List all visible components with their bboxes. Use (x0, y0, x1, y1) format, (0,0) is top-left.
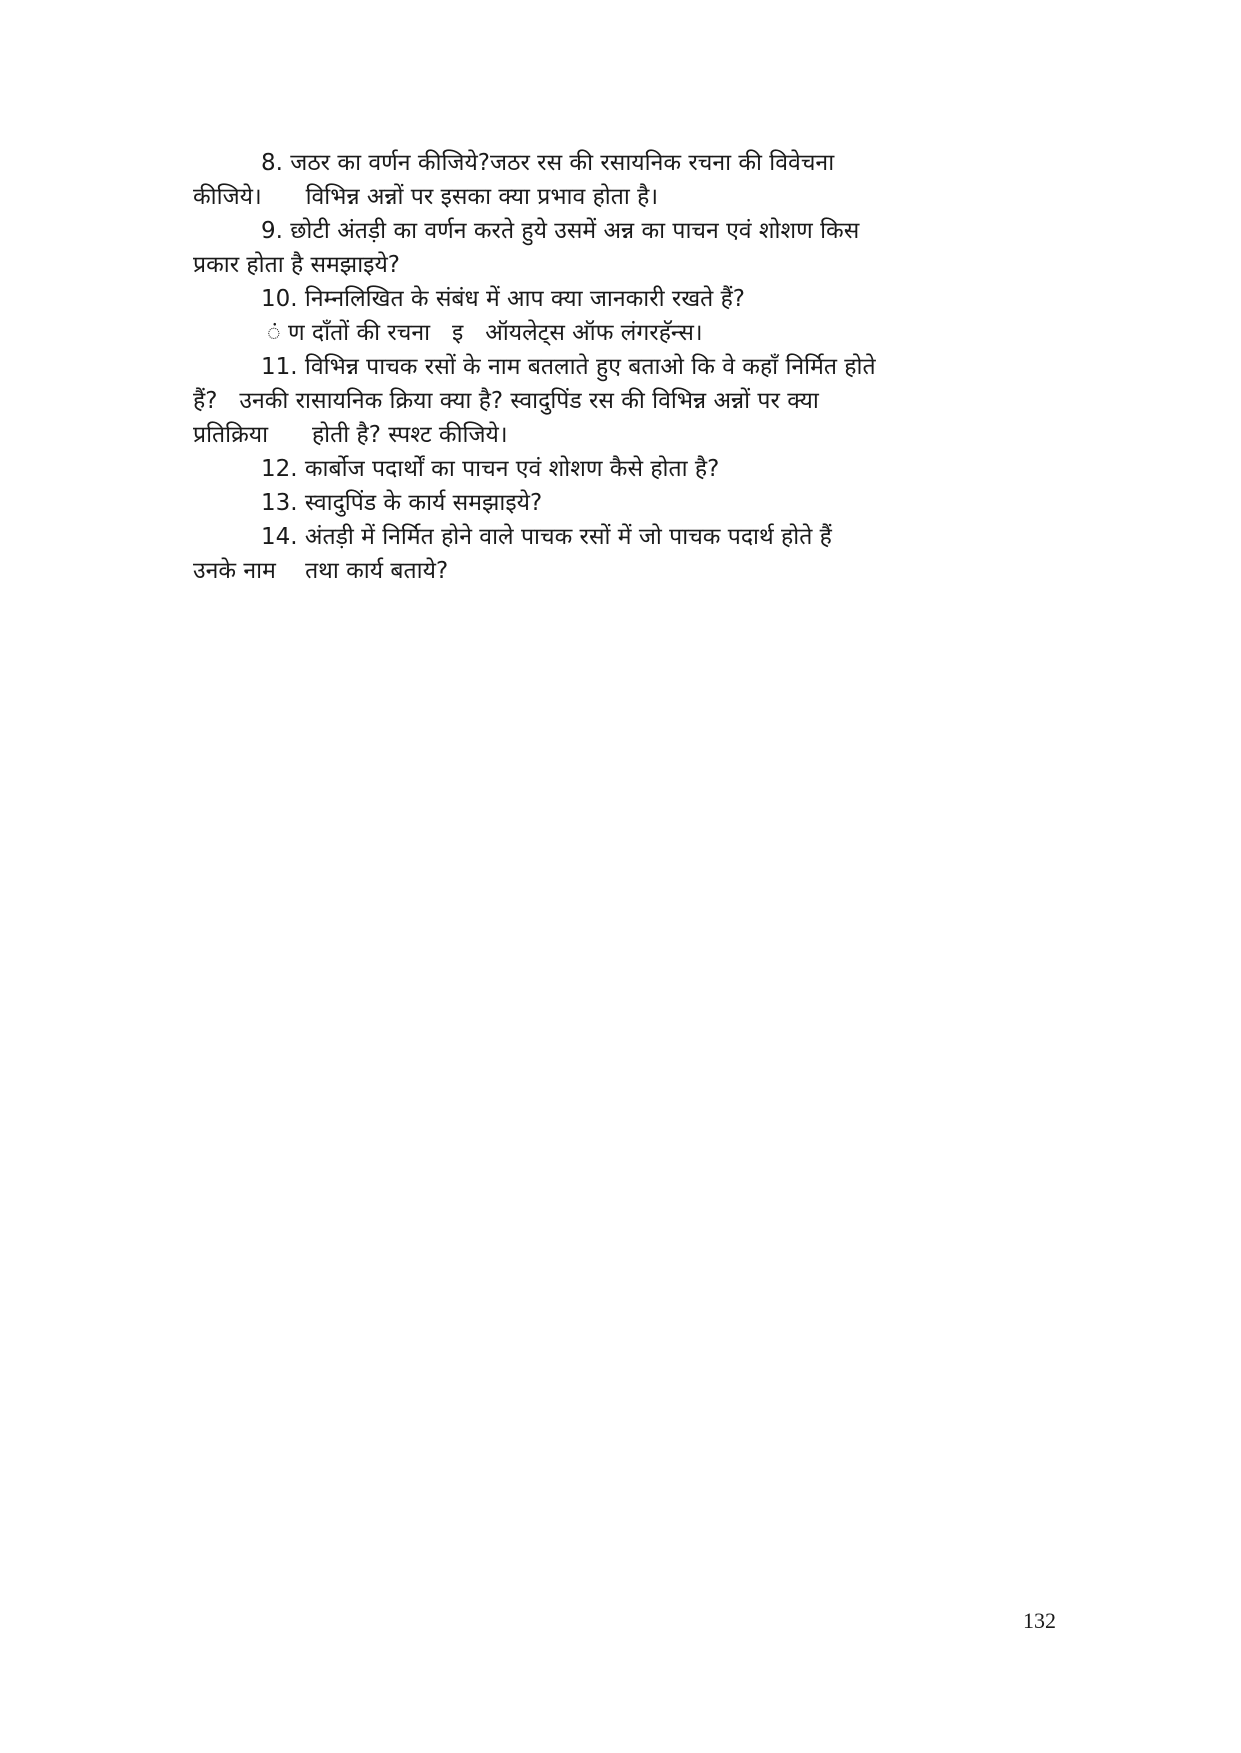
page-number: 132 (1023, 1608, 1056, 1633)
question-9-line-2: प्रकार होता है समझाइये? (193, 252, 400, 278)
question-12: 12. कार्बोज पदार्थों का पाचन एवं शोशण कैसे होता है? (261, 456, 720, 482)
question-14-line-2: उनके नाम तथा कार्य बताये? (193, 558, 449, 584)
question-11-line-1: 11. विभिन्न पाचक रसों के नाम बतलाते हुए बताओ कि वे कहाँ निर्मित होते (261, 354, 876, 380)
question-10-line-2: ं ण दाँतों की रचना इ ऑयलेट्स ऑफ लंगरहॅन्स। (261, 320, 703, 346)
question-9-line-1: 9. छोटी अंतड़ी का वर्णन करते हुये उसमें अन्न का पाचन एवं शोशण किस (261, 218, 860, 244)
question-10-line-1: 10. निम्नलिखित के संबंध में आप क्या जानकारी रखते हैं? (261, 286, 745, 312)
question-8-line-1: 8. जठर का वर्णन कीजिये?जठर रस की रसायनिक रचना की विवेचना (261, 150, 835, 176)
question-8-line-2: कीजिये। विभिन्न अन्नों पर इसका क्या प्रभाव होता है। (193, 184, 659, 210)
question-14-line-1: 14. अंतड़ी में निर्मित होने वाले पाचक रसों में जो पाचक पदार्थ होते हैं (261, 524, 832, 550)
question-11-line-3: प्रतिक्रिया होती है? स्पश्ट कीजिये। (193, 422, 508, 448)
question-11-line-2: हैं? उनकी रासायनिक क्रिया क्या है? स्वादुपिंड रस की विभिन्न अन्नों पर क्या (193, 388, 819, 414)
question-13: 13. स्वादुपिंड के कार्य समझाइये? (261, 490, 543, 516)
question-list (193, 146, 1050, 588)
